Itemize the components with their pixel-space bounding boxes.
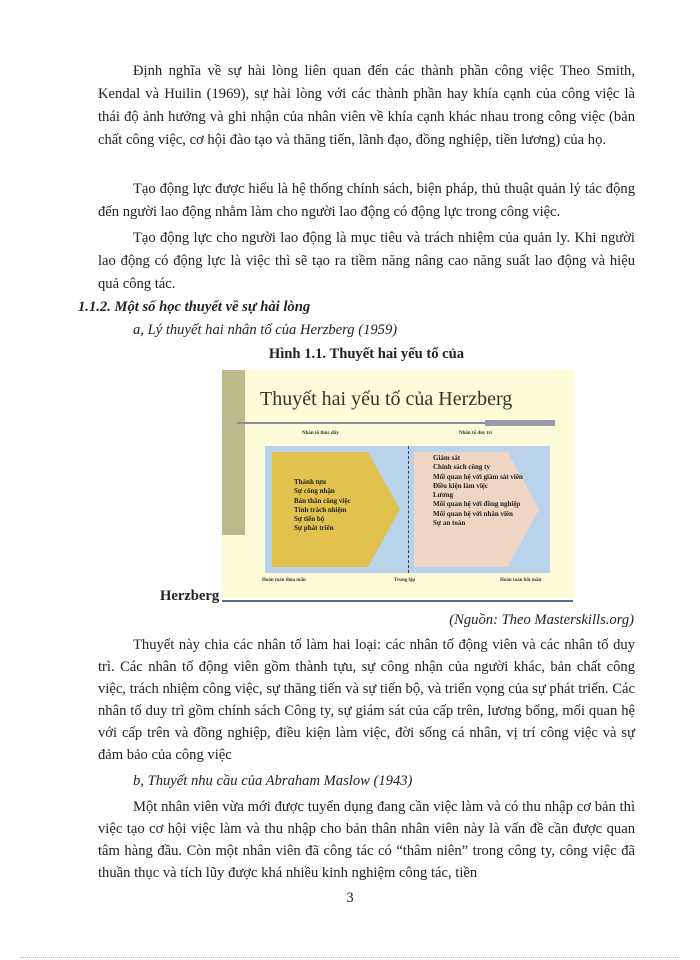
hygiene-list — [433, 454, 538, 528]
list-item: Sự an toàn — [433, 519, 466, 528]
list-item: Lương — [433, 491, 454, 500]
paragraph: Tạo động lực được hiểu là hệ thống chính sách, biện pháp, thủ thuật quản lý tác động đến người lao động nhằm làm cho người lao động có động lực trong công việc. — [98, 181, 635, 220]
herzberg-figure — [222, 370, 575, 598]
axis-mid-label: Trung lập — [394, 578, 416, 583]
list-item: Chính sách công ty — [433, 463, 490, 472]
caption-underline — [222, 600, 573, 602]
axis-right-label: Hoàn toàn bất mãn — [500, 578, 542, 583]
figure-title: Thuyết hai yếu tố của Herzberg — [260, 388, 513, 410]
motivators-list — [294, 478, 351, 534]
list-item: Tính trách nhiệm — [294, 505, 347, 514]
figure-source: (Nguồn: Theo Masterskills.org) — [449, 612, 634, 628]
list-item: Thành tựu — [294, 478, 327, 486]
paragraph: Thuyết này chia các nhân tố làm hai loại: các nhân tố động viên và các nhân tố duy trì. Các nhân tố động viên gồm thành tựu, sự công nhận của người khác, bản chất công việc, trách nhiệm công việc, sự thăng tiến và sự tiến bộ, và triển vọng của sự phát triển. Các nhân tố duy trì gồm chính sách Công ty, sự giám sát của cấp trên, lương bổng, mối quan hệ với cấp trên và đồng nghiệp, điều kiện làm việc, đời sống cá nhân, vị trí công việc và sự đảm bảo của công việc — [98, 637, 635, 763]
subheading-a: a, Lý thuyết hai nhân tố của Herzberg (1959) — [133, 322, 398, 338]
label-hygiene: Nhân tố duy trì — [459, 431, 492, 436]
paragraph: Định nghĩa về sự hài lòng liên quan đến các thành phần công việc Theo Smith, Kendal và Huilin (1969), sự hài lòng với các thành phần hay khía cạnh của công việc là thái độ ảnh hưởng và ghi nhận của nhân viên về khía cạnh khác nhau trong công việc (bản chất công việc, cơ hội đào tạo và thăng tiến, lãnh đạo, đồng nghiệp, tiền lương) của họ. — [98, 63, 635, 148]
page-number: 3 — [346, 890, 354, 906]
list-item: Sự tiến bộ — [294, 515, 325, 524]
list-item: Điều kiện làm việc — [433, 481, 489, 490]
list-item: Mối quan hệ với nhân viên — [433, 509, 513, 518]
list-item: Mối quan hệ với giám sát viên — [433, 472, 523, 481]
decorative-bar — [222, 370, 245, 535]
divider — [485, 420, 555, 426]
page-boundary — [20, 957, 680, 958]
paragraph: Một nhân viên vừa mới được tuyển dụng đang cần việc làm và có thu nhập cơ bản thì việc tạo cơ hội việc làm và thu nhập cho bản thân nhân viên này là vấn đề cần được quan tâm hàng đầu. Còn một nhân viên đã công tác có “thâm niên” trong công ty, công việc đã thuần thục và tích lũy được khá nhiều kinh nghiệm công tác, tiền — [98, 799, 635, 881]
list-item: Mối quan hệ với đồng nghiệp — [433, 500, 521, 509]
paragraph: Tạo động lực cho người lao động là mục tiêu và trách nhiệm của quản ly. Khi người lao động có động lực là việc thì sẽ tạo ra tiềm năng nâng cao năng suất lao động và hiệu quả công tác. — [98, 230, 635, 292]
caption-end: Herzberg — [160, 588, 220, 604]
section-heading: 1.1.2. Một số học thuyết về sự hài lòng — [78, 299, 311, 315]
list-item: Giám sát — [433, 454, 461, 462]
list-item: Sự phát triển — [294, 524, 334, 533]
axis-left-label: Hoàn toàn thỏa mãn — [262, 578, 306, 583]
list-item: Bản thân công việc — [294, 496, 351, 505]
list-item: Sự công nhận — [294, 487, 335, 496]
figure-caption: Hình 1.1. Thuyết hai yếu tố của — [268, 346, 465, 362]
subheading-b: b, Thuyết nhu cầu của Abraham Maslow (1943) — [133, 773, 413, 789]
label-motivators: Nhân tố thúc đẩy — [302, 431, 339, 436]
neutral-divider — [408, 446, 409, 573]
